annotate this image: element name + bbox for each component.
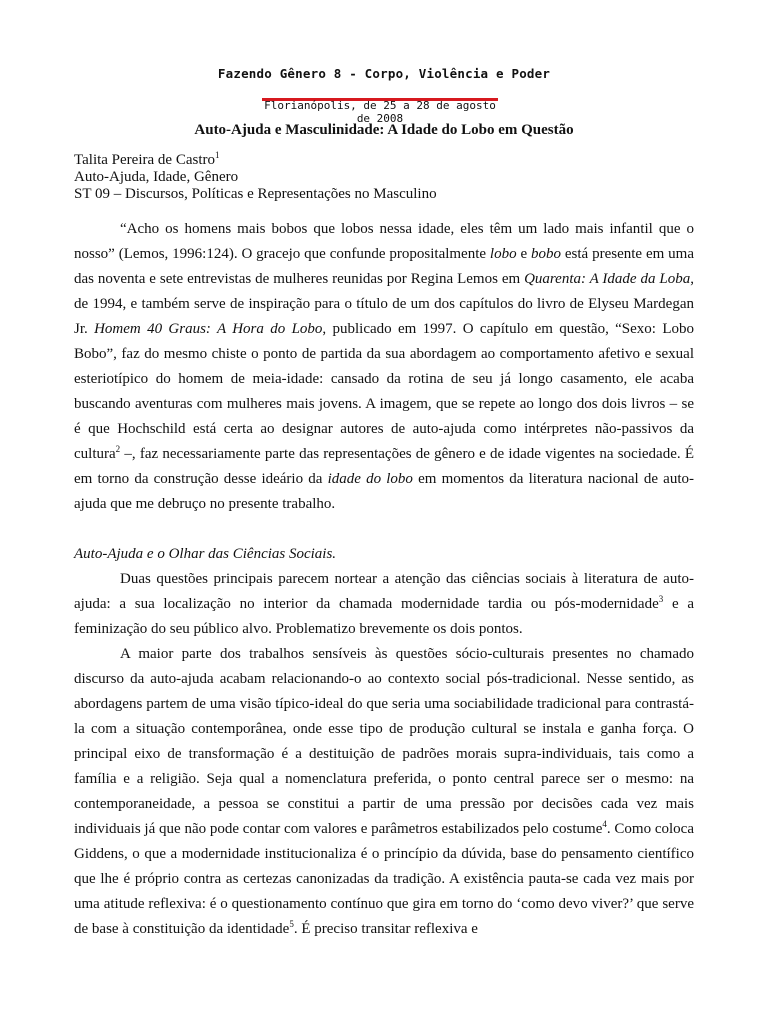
footnote-ref: 3 [658,594,664,604]
text-run: “Acho os homens mais bobos que lobos nessa idade, eles têm um lado mais infantil que o nosso” (Lemos, 1996:124). O gracejo que confunde propositalmente [74,221,694,262]
italic-term: bobo [531,246,562,262]
article-meta [74,152,694,203]
conference-date: Florianópolis, de 25 a 28 de agosto de 2008 [264,99,496,125]
text-run: , de 1994, e também serve de inspiração para o título de um dos capítulos do livro de Elyseu Mardegan Jr. [74,271,694,337]
intro-paragraph [74,217,694,517]
section-paragraph-1 [74,567,694,642]
conference-header [0,66,768,125]
text-run: em momentos da literatura nacional de auto-ajuda que me debruço no presente trabalho. [74,471,694,512]
text-run: Duas questões principais parecem nortear a atenção das ciências sociais à literatura de auto-ajuda: a sua localização no interior da chamada modernidade tardia ou pós-modernidade [74,571,694,612]
session-line: ST 09 – Discursos, Políticas e Representações no Masculino [74,186,437,202]
footnote-ref: 5 [289,919,294,929]
book-title: Homem 40 Graus: A Hora do Lobo [94,321,323,337]
social-sciences-section [74,542,694,942]
text-run: e a feminização do seu público alvo. Problematizo brevemente os dois pontos. [74,596,694,637]
text-run: , publicado em 1997. O capítulo em questão, “Sexo: Lobo Bobo”, faz do mesmo chiste o ponto de partida da sua abordagem ao comportamento afetivo e sexual esteriotípico do homem de meia-idade: cansado da rotina de seu já longo casamento, ele acaba buscando aventuras com mulheres mais jovens. A imagem, que se repete ao longo dos dois livros – se é que Hochschild está certa ao designar autores de auto-ajuda como intérpretes não-passivos da cultura [74,321,694,462]
italic-term: lobo [489,246,517,262]
footnote-ref: 2 [115,444,121,454]
author-name: Talita Pereira de Castro [74,152,215,168]
footnote-ref: 1 [214,150,220,160]
keywords-line: Auto-Ajuda, Idade, Gênero [74,169,239,185]
text-run: e [516,246,532,262]
article-title: Auto-Ajuda e Masculinidade: A Idade do Lobo em Questão [194,122,574,138]
intro-section [74,217,694,517]
section-heading: Auto-Ajuda e o Olhar das Ciências Sociais. [74,546,337,562]
footnote-ref: 4 [602,819,607,829]
book-title: Quarenta: A Idade da Loba [524,271,691,287]
text-run: –, faz necessariamente parte das representações de gênero e de idade vigentes na sociedade. É em torno da construção desse ideário da [74,446,694,487]
text-run: . É preciso transitar reflexiva e [293,921,478,937]
conference-title: Fazendo Gênero 8 - Corpo, Violência e Poder [217,66,551,81]
section-paragraph-2 [74,642,694,942]
author-line [74,152,694,169]
italic-term: idade do lobo [327,471,413,487]
text-run: A maior parte dos trabalhos sensíveis às questões sócio-culturais presentes no chamado discurso da auto-ajuda acabam relacionando-o ao contexto social pós-tradicional. Nesse sentido, as abordagens partem de uma visão típico-ideal do que seria uma sociabilidade tradicional para contrastá-la com a situação contemporânea, onde esse tipo de produção cultural se instala e ganha força. O principal eixo de transformação é a destituição de padrões morais supra-individuais, tais como a família e a religião. Seja qual a nomenclatura preferida, o ponto central parece ser o mesmo: na contemporaneidade, a pessoa se constitui a partir de uma pressão por decisões cada vez mais individuais já que não pode contar com valores e parâmetros estabilizados pelo costume [74,646,694,837]
text-run: está presente em uma das noventa e sete entrevistas de mulheres reunidas por Regina Lemos em [74,246,694,287]
text-run: . Como coloca Giddens, o que a modernidade institucionaliza é o princípio da dúvida, base do pensamento científico que lhe é próprio contra as certezas canonizadas da tradição. A existência pauta-se cada vez mais por uma atitude reflexiva: é o questionamento contínuo que gira em torno do ‘como devo viver?’ que serve de base à constituição da identidade [74,821,694,937]
